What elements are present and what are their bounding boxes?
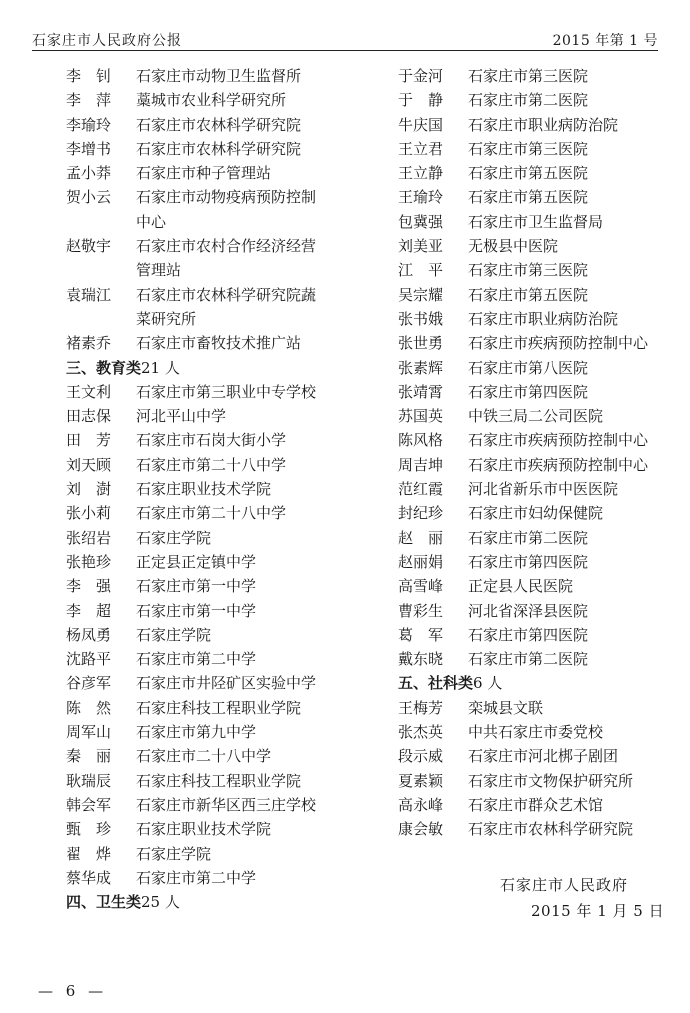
list-item (398, 720, 668, 744)
list-item (398, 356, 668, 380)
person-name: 褚素乔 (66, 334, 112, 353)
section-title: 三、教育类 (66, 358, 142, 377)
section-count: 21 人 (141, 358, 180, 377)
list-item (398, 380, 668, 404)
list-item (66, 161, 356, 185)
list-item (398, 744, 668, 768)
organization: 藁城市农业科学研究所 (136, 91, 287, 110)
organization: 石家庄市群众艺术馆 (468, 795, 604, 814)
list-item (398, 210, 668, 234)
list-item (398, 453, 668, 477)
list-item (398, 161, 668, 185)
list-item (66, 137, 356, 161)
organization: 石家庄职业技术学院 (136, 820, 272, 839)
list-item (398, 793, 668, 817)
list-item (66, 501, 356, 525)
list-item (398, 696, 668, 720)
person-name: 江 平 (398, 261, 444, 280)
list-item (398, 477, 668, 501)
list-item (398, 283, 668, 307)
person-name: 韩会军 (66, 795, 112, 814)
list-item (398, 185, 668, 209)
organization: 石家庄市第一中学 (136, 577, 257, 596)
organization: 石家庄市文物保护研究所 (468, 771, 634, 790)
organization: 中铁三局二公司医院 (468, 407, 604, 426)
person-name: 张靖霄 (398, 382, 444, 401)
list-item (66, 307, 356, 331)
signature-org: 石家庄市人民政府 (500, 876, 629, 894)
section-count: 25 人 (141, 893, 180, 912)
organization: 石家庄市疾病预防控制中心 (468, 334, 649, 353)
list-item (66, 88, 356, 112)
list-item (66, 866, 356, 890)
organization: 石家庄市第二中学 (136, 650, 257, 669)
list-item (398, 404, 668, 428)
person-name: 康会敏 (398, 820, 444, 839)
person-name: 翟 烨 (66, 844, 112, 863)
person-name: 袁瑞江 (66, 285, 112, 304)
person-name: 段示威 (398, 747, 444, 766)
organization: 石家庄市新华区西三庄学校 (136, 795, 317, 814)
list-item (398, 64, 668, 88)
organization: 石家庄市二十八中学 (136, 747, 272, 766)
organization: 石家庄市第五医院 (468, 164, 589, 183)
person-name: 李 强 (66, 577, 112, 596)
organization: 石家庄市农林科学研究院 (468, 820, 634, 839)
person-name: 谷彦军 (66, 674, 112, 693)
person-name: 刘天顾 (66, 455, 112, 474)
organization: 石家庄市种子管理站 (136, 164, 272, 183)
person-name: 陈风格 (398, 431, 444, 450)
person-name: 王瑜玲 (398, 188, 444, 207)
organization: 石家庄市妇幼保健院 (468, 504, 604, 523)
list-item (398, 599, 668, 623)
organization: 中共石家庄市委党校 (468, 723, 604, 742)
person-name: 苏国英 (398, 407, 444, 426)
list-item (66, 574, 356, 598)
organization: 河北平山中学 (136, 407, 227, 426)
organization: 石家庄市第二医院 (468, 91, 589, 110)
organization: 菜研究所 (136, 309, 197, 328)
person-name: 高雪峰 (398, 577, 444, 596)
organization: 石家庄市农村合作经济经营 (136, 237, 317, 256)
organization: 石家庄市卫生监督局 (468, 212, 604, 231)
person-name: 王立君 (398, 139, 444, 158)
person-name: 张绍岩 (66, 528, 112, 547)
person-name: 沈路平 (66, 650, 112, 669)
list-item (398, 769, 668, 793)
person-name: 张书娥 (398, 309, 444, 328)
organization: 中心 (136, 212, 167, 231)
list-item (66, 64, 356, 88)
person-name: 李 超 (66, 601, 112, 620)
organization: 石家庄市第三职业中专学校 (136, 382, 317, 401)
organization: 石家庄职业技术学院 (136, 480, 272, 499)
person-name: 夏素颖 (398, 771, 444, 790)
list-item (398, 501, 668, 525)
person-name: 周吉坤 (398, 455, 444, 474)
list-item (66, 769, 356, 793)
organization: 石家庄市第四医院 (468, 382, 589, 401)
person-name: 田 芳 (66, 431, 112, 450)
header-rule (32, 50, 658, 51)
list-item (66, 623, 356, 647)
person-name: 甄 珍 (66, 820, 112, 839)
person-name: 张杰英 (398, 723, 444, 742)
organization: 石家庄学院 (136, 844, 212, 863)
person-name: 封纪珍 (398, 504, 444, 523)
section-count: 6 人 (473, 674, 503, 693)
list-item (398, 817, 668, 841)
person-name: 张小莉 (66, 504, 112, 523)
person-name: 范红霞 (398, 480, 444, 499)
publication-title: 石家庄市人民政府公报 (32, 33, 182, 49)
list-item (66, 283, 356, 307)
person-name: 陈 然 (66, 698, 112, 717)
list-item (66, 696, 356, 720)
organization: 石家庄市第四医院 (468, 552, 589, 571)
person-name: 李 钊 (66, 67, 112, 85)
section-heading (66, 356, 356, 380)
organization: 石家庄市农林科学研究院 (136, 139, 302, 158)
list-item (398, 234, 668, 258)
organization: 石家庄市第二医院 (468, 650, 589, 669)
organization: 河北省新乐市中医医院 (468, 480, 619, 499)
organization: 石家庄科技工程职业学院 (136, 698, 302, 717)
list-item (66, 210, 356, 234)
section-title: 四、卫生类 (66, 893, 142, 912)
person-name: 耿瑞辰 (66, 771, 112, 790)
list-item (66, 258, 356, 282)
page-header (32, 28, 658, 50)
organization: 石家庄市第四医院 (468, 625, 589, 644)
list-item (66, 477, 356, 501)
person-name: 李 萍 (66, 91, 112, 110)
person-name: 曹彩生 (398, 601, 444, 620)
person-name: 赵丽娟 (398, 552, 444, 571)
list-item (398, 258, 668, 282)
list-item (398, 623, 668, 647)
section-heading (398, 671, 668, 695)
issue-number: 2015 年第 1 号 (552, 33, 658, 49)
list-item (398, 574, 668, 598)
person-name: 赵敬宇 (66, 237, 112, 256)
organization: 石家庄市第二医院 (468, 528, 589, 547)
person-name: 刘美亚 (398, 237, 444, 256)
person-name: 于 静 (398, 91, 444, 110)
right-column (398, 64, 668, 842)
list-item (398, 113, 668, 137)
person-name: 于金河 (398, 67, 444, 85)
list-item (398, 88, 668, 112)
list-item (66, 185, 356, 209)
organization: 石家庄市第二十八中学 (136, 504, 287, 523)
organization: 石家庄市第二十八中学 (136, 455, 287, 474)
organization: 石家庄市动物疫病预防控制 (136, 188, 317, 207)
person-name: 高永峰 (398, 795, 444, 814)
person-name: 牛庆国 (398, 115, 444, 134)
list-item (66, 793, 356, 817)
organization: 河北省深泽县医院 (468, 601, 589, 620)
person-name: 刘 澍 (66, 480, 112, 499)
organization: 石家庄市疾病预防控制中心 (468, 431, 649, 450)
list-item (66, 331, 356, 355)
signature-date: 2015 年 1 月 5 日 (531, 902, 665, 920)
section-title: 五、社科类 (398, 674, 474, 693)
list-item (66, 842, 356, 866)
organization: 石家庄市第八医院 (468, 358, 589, 377)
page-number: — 6 — (38, 982, 108, 1000)
person-name: 秦 丽 (66, 747, 112, 766)
organization: 石家庄市职业病防治院 (468, 309, 619, 328)
person-name: 赵 丽 (398, 528, 444, 547)
person-name: 张世勇 (398, 334, 444, 353)
person-name: 王文利 (66, 382, 112, 401)
organization: 石家庄市畜牧技术推广站 (136, 334, 302, 353)
organization: 石家庄市第二中学 (136, 868, 257, 887)
list-item (66, 113, 356, 137)
list-item (398, 647, 668, 671)
organization: 石家庄学院 (136, 528, 212, 547)
organization: 石家庄市第三医院 (468, 67, 589, 85)
person-name: 贺小云 (66, 188, 112, 207)
organization: 石家庄科技工程职业学院 (136, 771, 302, 790)
list-item (398, 331, 668, 355)
list-item (66, 744, 356, 768)
person-name: 戴东晓 (398, 650, 444, 669)
organization: 栾城县文联 (468, 698, 544, 717)
organization: 石家庄市第三医院 (468, 139, 589, 158)
organization: 石家庄市第五医院 (468, 188, 589, 207)
organization: 石家庄市第九中学 (136, 723, 257, 742)
list-item (66, 720, 356, 744)
person-name: 李瑜玲 (66, 115, 112, 134)
list-item (66, 647, 356, 671)
person-name: 杨凤勇 (66, 625, 112, 644)
person-name: 王立静 (398, 164, 444, 183)
list-item (398, 428, 668, 452)
list-item (398, 526, 668, 550)
organization: 石家庄市动物卫生监督所 (136, 67, 302, 85)
organization: 石家庄市第五医院 (468, 285, 589, 304)
organization: 无极县中医院 (468, 237, 559, 256)
organization: 石家庄学院 (136, 625, 212, 644)
list-item (66, 526, 356, 550)
list-item (398, 307, 668, 331)
person-name: 田志保 (66, 407, 112, 426)
list-item (66, 453, 356, 477)
list-item (66, 817, 356, 841)
section-heading (66, 890, 356, 914)
organization: 石家庄市职业病防治院 (468, 115, 619, 134)
person-name: 李增书 (66, 139, 112, 158)
list-item (66, 599, 356, 623)
list-item (66, 550, 356, 574)
person-name: 葛 军 (398, 625, 444, 644)
organization: 管理站 (136, 261, 182, 280)
person-name: 王梅芳 (398, 698, 444, 717)
list-item (398, 137, 668, 161)
organization: 正定县正定镇中学 (136, 552, 257, 571)
list-item (66, 380, 356, 404)
organization: 正定县人民医院 (468, 577, 574, 596)
organization: 石家庄市农林科学研究院蔬 (136, 285, 317, 304)
list-item (398, 550, 668, 574)
organization: 石家庄市井陉矿区实验中学 (136, 674, 317, 693)
left-column (66, 64, 356, 914)
organization: 石家庄市疾病预防控制中心 (468, 455, 649, 474)
list-item (66, 428, 356, 452)
organization: 石家庄市第一中学 (136, 601, 257, 620)
person-name: 孟小莽 (66, 164, 112, 183)
person-name: 包冀强 (398, 212, 444, 231)
organization: 石家庄市农林科学研究院 (136, 115, 302, 134)
list-item (66, 671, 356, 695)
person-name: 周军山 (66, 723, 112, 742)
person-name: 蔡华成 (66, 868, 112, 887)
list-item (66, 234, 356, 258)
person-name: 张素辉 (398, 358, 444, 377)
person-name: 吴宗耀 (398, 285, 444, 304)
organization: 石家庄市第三医院 (468, 261, 589, 280)
organization: 石家庄市河北梆子剧团 (468, 747, 619, 766)
person-name: 张艳珍 (66, 552, 112, 571)
list-item (66, 404, 356, 428)
organization: 石家庄市石岗大街小学 (136, 431, 287, 450)
